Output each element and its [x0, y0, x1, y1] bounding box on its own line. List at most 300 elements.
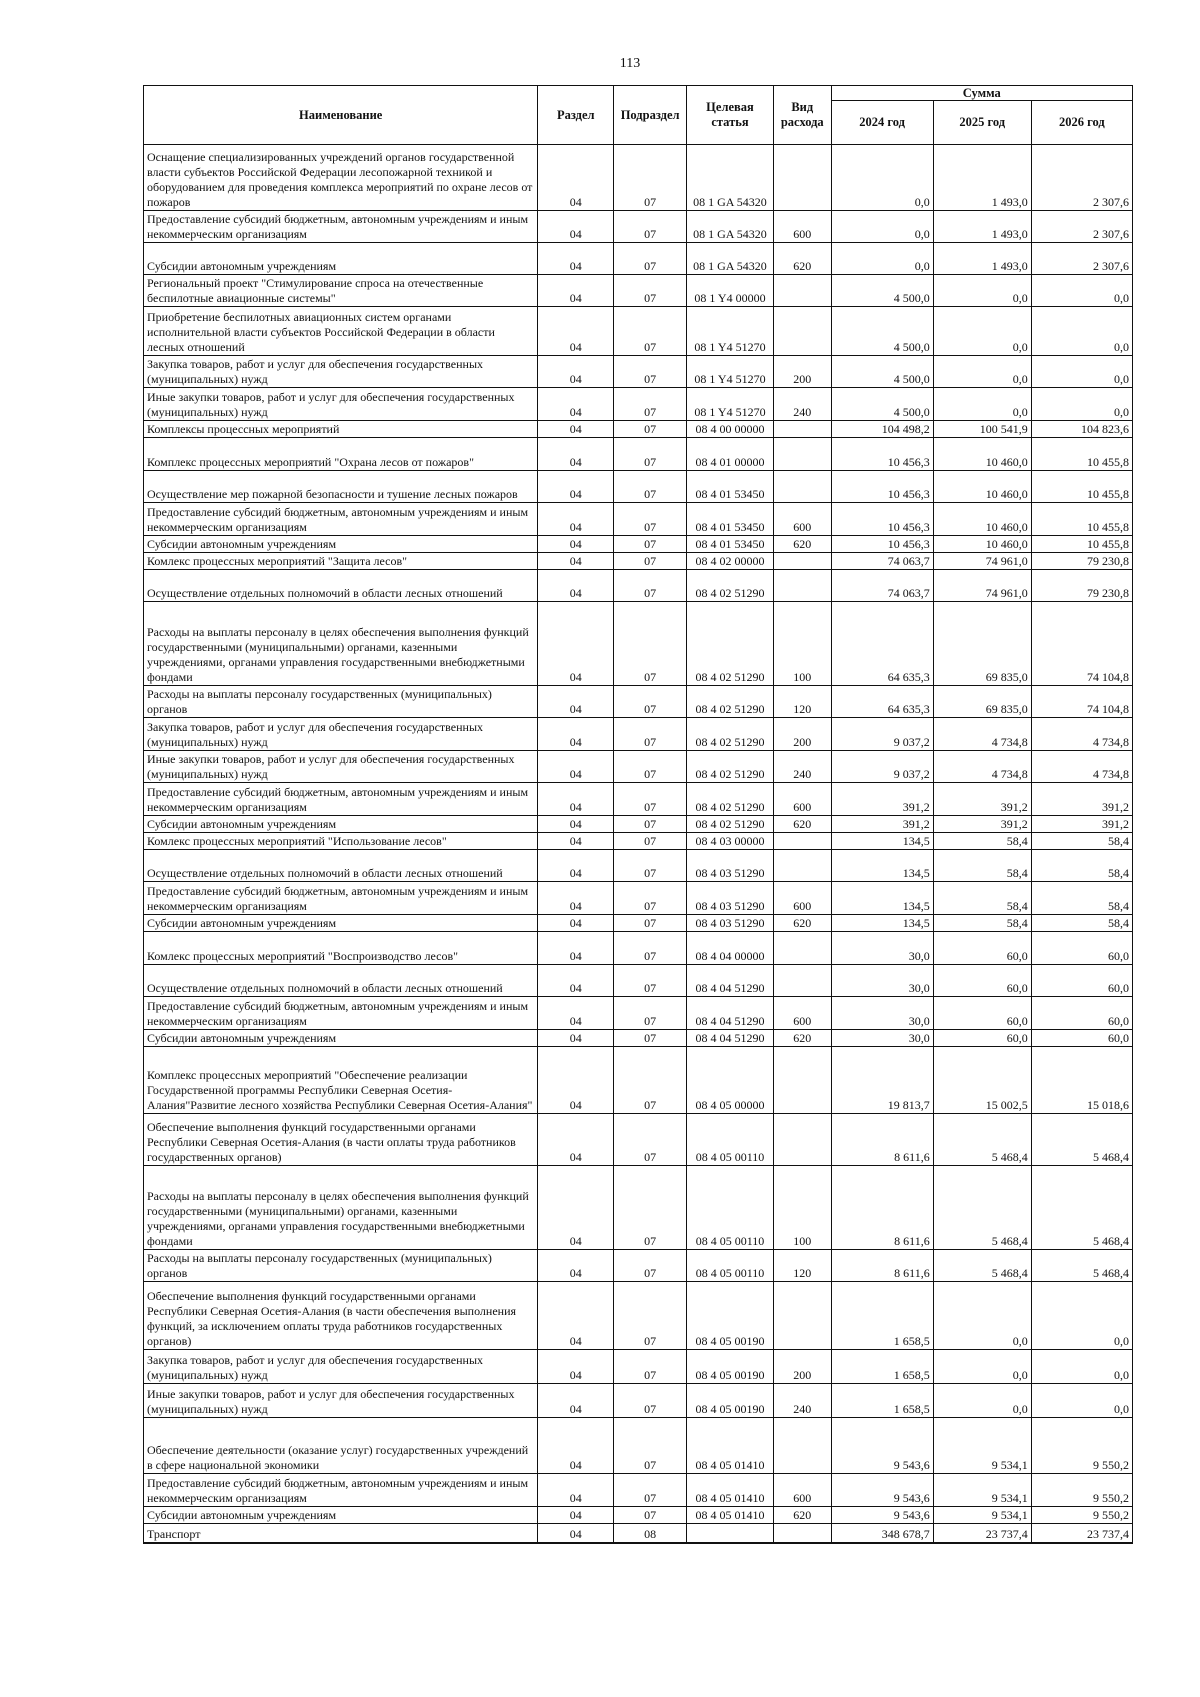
row-target-article: 08 4 00 00000 — [687, 421, 774, 438]
row-sum-2025: 100 541,9 — [933, 421, 1031, 438]
row-sum-2024: 30,0 — [831, 932, 933, 965]
table-row — [144, 438, 1133, 471]
row-target-article: 08 4 05 00110 — [687, 1166, 774, 1250]
row-target-article: 08 1 Y4 51270 — [687, 388, 774, 421]
row-subsection: 07 — [614, 686, 687, 718]
row-name: Предоставление субсидий бюджетным, автономным учреждениям и иным некоммерческим организациям — [144, 211, 538, 243]
row-section: 04 — [538, 1507, 614, 1524]
row-sum-2026: 5 468,4 — [1031, 1250, 1132, 1282]
row-target-article: 08 4 05 01410 — [687, 1474, 774, 1507]
row-sum-2026: 60,0 — [1031, 965, 1132, 997]
row-subsection: 07 — [614, 751, 687, 783]
row-sum-2026: 10 455,8 — [1031, 438, 1132, 471]
header-name: Наименование — [144, 86, 538, 145]
row-name: Оснащение специализированных учреждений органов государственной власти субъектов Российской Федерации лесопожарной техникой и оборудованием для проведения комплекса мероприятий по охране лесов от пожаров — [144, 145, 538, 211]
row-name: Субсидии автономным учреждениям — [144, 1030, 538, 1047]
table-row — [144, 783, 1133, 816]
header-section: Раздел — [538, 86, 614, 145]
row-sum-2026: 0,0 — [1031, 1350, 1132, 1384]
row-sum-2024: 74 063,7 — [831, 553, 933, 570]
row-sum-2025: 0,0 — [933, 1384, 1031, 1418]
table-row — [144, 1507, 1133, 1524]
row-expense-type — [773, 1114, 831, 1166]
row-subsection: 07 — [614, 1350, 687, 1384]
row-sum-2026: 60,0 — [1031, 1030, 1132, 1047]
row-section: 04 — [538, 1474, 614, 1507]
row-sum-2025: 15 002,5 — [933, 1047, 1031, 1114]
row-target-article: 08 4 05 01410 — [687, 1507, 774, 1524]
row-sum-2026: 0,0 — [1031, 1282, 1132, 1350]
row-sum-2026: 2 307,6 — [1031, 145, 1132, 211]
row-sum-2024: 4 500,0 — [831, 275, 933, 307]
row-section: 04 — [538, 932, 614, 965]
row-name: Осуществление отдельных полномочий в области лесных отношений — [144, 850, 538, 882]
row-sum-2024: 1 658,5 — [831, 1384, 933, 1418]
row-section: 04 — [538, 1166, 614, 1250]
row-target-article: 08 4 04 51290 — [687, 997, 774, 1030]
table-row — [144, 833, 1133, 850]
row-name: Предоставление субсидий бюджетным, автономным учреждениям и иным некоммерческим организациям — [144, 503, 538, 536]
row-section: 04 — [538, 471, 614, 503]
page-number: 113 — [619, 56, 641, 71]
row-sum-2024: 10 456,3 — [831, 503, 933, 536]
row-sum-2026: 9 550,2 — [1031, 1507, 1132, 1524]
header-target-article: Целевая статья — [687, 86, 774, 145]
row-section: 04 — [538, 145, 614, 211]
row-sum-2026: 23 737,4 — [1031, 1524, 1132, 1543]
row-sum-2024: 19 813,7 — [831, 1047, 933, 1114]
row-expense-type — [773, 833, 831, 850]
row-target-article: 08 4 03 51290 — [687, 882, 774, 915]
row-sum-2024: 74 063,7 — [831, 570, 933, 602]
row-sum-2024: 30,0 — [831, 1030, 933, 1047]
table-row — [144, 471, 1133, 503]
row-section: 04 — [538, 570, 614, 602]
row-sum-2026: 9 550,2 — [1031, 1418, 1132, 1474]
row-subsection: 07 — [614, 243, 687, 275]
row-sum-2026: 60,0 — [1031, 932, 1132, 965]
row-sum-2024: 391,2 — [831, 816, 933, 833]
row-target-article: 08 4 01 53450 — [687, 503, 774, 536]
row-sum-2026: 10 455,8 — [1031, 536, 1132, 553]
row-expense-type: 600 — [773, 882, 831, 915]
row-name: Расходы на выплаты персоналу в целях обеспечения выполнения функций государственными (муниципальными) органами, казенными учреждениями, органами управления государственными внебюджетными фондами — [144, 602, 538, 686]
table-row — [144, 1114, 1133, 1166]
row-sum-2025: 10 460,0 — [933, 471, 1031, 503]
row-sum-2026: 104 823,6 — [1031, 421, 1132, 438]
row-sum-2025: 60,0 — [933, 932, 1031, 965]
row-sum-2025: 0,0 — [933, 1282, 1031, 1350]
row-sum-2024: 10 456,3 — [831, 438, 933, 471]
row-name: Предоставление субсидий бюджетным, автономным учреждениям и иным некоммерческим организациям — [144, 1474, 538, 1507]
row-expense-type — [773, 553, 831, 570]
row-sum-2025: 9 534,1 — [933, 1418, 1031, 1474]
table-row — [144, 1350, 1133, 1384]
row-section: 04 — [538, 833, 614, 850]
row-expense-type — [773, 1282, 831, 1350]
header-year-2026: 2026 год — [1031, 101, 1132, 145]
row-sum-2026: 58,4 — [1031, 915, 1132, 932]
row-sum-2026: 15 018,6 — [1031, 1047, 1132, 1114]
row-section: 04 — [538, 1030, 614, 1047]
row-name: Закупка товаров, работ и услуг для обеспечения государственных (муниципальных) нужд — [144, 718, 538, 751]
row-sum-2025: 23 737,4 — [933, 1524, 1031, 1543]
row-expense-type: 620 — [773, 243, 831, 275]
row-sum-2024: 0,0 — [831, 243, 933, 275]
header-year-2024: 2024 год — [831, 101, 933, 145]
row-sum-2026: 74 104,8 — [1031, 686, 1132, 718]
row-subsection: 07 — [614, 965, 687, 997]
row-section: 04 — [538, 356, 614, 388]
row-target-article: 08 4 05 01410 — [687, 1418, 774, 1474]
row-expense-type: 240 — [773, 1384, 831, 1418]
row-sum-2024: 9 037,2 — [831, 751, 933, 783]
row-target-article: 08 4 05 00190 — [687, 1282, 774, 1350]
row-section: 04 — [538, 503, 614, 536]
row-subsection: 07 — [614, 145, 687, 211]
table-row — [144, 718, 1133, 751]
row-sum-2025: 5 468,4 — [933, 1250, 1031, 1282]
row-expense-type: 620 — [773, 1507, 831, 1524]
row-section: 04 — [538, 718, 614, 751]
row-sum-2024: 4 500,0 — [831, 388, 933, 421]
row-sum-2024: 30,0 — [831, 965, 933, 997]
row-sum-2024: 9 543,6 — [831, 1507, 933, 1524]
row-name: Обеспечение выполнения функций государственными органами Республики Северная Осетия-Алания (в части оплаты труда работников государственных органов) — [144, 1114, 538, 1166]
row-sum-2025: 9 534,1 — [933, 1474, 1031, 1507]
row-sum-2024: 30,0 — [831, 997, 933, 1030]
row-subsection: 07 — [614, 915, 687, 932]
row-sum-2024: 104 498,2 — [831, 421, 933, 438]
table-row — [144, 1250, 1133, 1282]
row-sum-2026: 2 307,6 — [1031, 211, 1132, 243]
row-expense-type — [773, 1047, 831, 1114]
row-name: Осуществление отдельных полномочий в области лесных отношений — [144, 570, 538, 602]
row-name: Предоставление субсидий бюджетным, автономным учреждениям и иным некоммерческим организациям — [144, 783, 538, 816]
row-subsection: 07 — [614, 882, 687, 915]
row-sum-2024: 8 611,6 — [831, 1166, 933, 1250]
row-expense-type: 240 — [773, 751, 831, 783]
row-sum-2024: 134,5 — [831, 833, 933, 850]
table-row — [144, 536, 1133, 553]
row-sum-2026: 2 307,6 — [1031, 243, 1132, 275]
row-section: 04 — [538, 1114, 614, 1166]
row-sum-2025: 10 460,0 — [933, 536, 1031, 553]
row-expense-type: 200 — [773, 718, 831, 751]
row-sum-2025: 4 734,8 — [933, 751, 1031, 783]
row-subsection: 07 — [614, 438, 687, 471]
row-target-article: 08 4 02 51290 — [687, 686, 774, 718]
table-row — [144, 1474, 1133, 1507]
row-expense-type: 600 — [773, 997, 831, 1030]
header-subsection: Подраздел — [614, 86, 687, 145]
row-sum-2026: 58,4 — [1031, 850, 1132, 882]
row-expense-type: 120 — [773, 686, 831, 718]
row-target-article: 08 1 Y4 00000 — [687, 275, 774, 307]
row-sum-2026: 58,4 — [1031, 833, 1132, 850]
row-section: 04 — [538, 816, 614, 833]
row-section: 04 — [538, 1418, 614, 1474]
row-target-article: 08 4 03 00000 — [687, 833, 774, 850]
row-subsection: 07 — [614, 1282, 687, 1350]
row-section: 04 — [538, 275, 614, 307]
table-body — [144, 145, 1133, 1543]
row-section: 04 — [538, 783, 614, 816]
row-sum-2025: 0,0 — [933, 388, 1031, 421]
row-sum-2024: 8 611,6 — [831, 1250, 933, 1282]
row-expense-type — [773, 421, 831, 438]
header-expense-type: Вид расхода — [773, 86, 831, 145]
row-target-article: 08 4 04 51290 — [687, 1030, 774, 1047]
row-subsection: 07 — [614, 602, 687, 686]
row-expense-type — [773, 145, 831, 211]
row-sum-2025: 60,0 — [933, 1030, 1031, 1047]
row-subsection: 07 — [614, 718, 687, 751]
row-sum-2024: 1 658,5 — [831, 1350, 933, 1384]
table-row — [144, 356, 1133, 388]
row-sum-2026: 60,0 — [1031, 997, 1132, 1030]
row-expense-type — [773, 1524, 831, 1543]
row-sum-2026: 10 455,8 — [1031, 503, 1132, 536]
table-row — [144, 211, 1133, 243]
row-expense-type: 120 — [773, 1250, 831, 1282]
row-subsection: 07 — [614, 211, 687, 243]
row-target-article: 08 4 02 51290 — [687, 816, 774, 833]
row-target-article: 08 4 01 00000 — [687, 438, 774, 471]
table-row — [144, 275, 1133, 307]
row-subsection: 07 — [614, 536, 687, 553]
row-name: Осуществление отдельных полномочий в области лесных отношений — [144, 965, 538, 997]
row-target-article: 08 4 03 51290 — [687, 850, 774, 882]
row-sum-2025: 69 835,0 — [933, 602, 1031, 686]
row-sum-2025: 0,0 — [933, 275, 1031, 307]
row-sum-2026: 58,4 — [1031, 882, 1132, 915]
row-target-article: 08 4 05 00000 — [687, 1047, 774, 1114]
row-subsection: 07 — [614, 783, 687, 816]
row-name: Субсидии автономным учреждениям — [144, 915, 538, 932]
table-row — [144, 1418, 1133, 1474]
row-sum-2026: 9 550,2 — [1031, 1474, 1132, 1507]
row-sum-2025: 5 468,4 — [933, 1166, 1031, 1250]
budget-table — [143, 85, 1133, 1544]
row-sum-2024: 391,2 — [831, 783, 933, 816]
row-expense-type: 600 — [773, 503, 831, 536]
row-sum-2024: 10 456,3 — [831, 536, 933, 553]
row-expense-type — [773, 471, 831, 503]
row-section: 04 — [538, 997, 614, 1030]
row-expense-type — [773, 850, 831, 882]
row-name: Комлекс процессных мероприятий "Воспроизводство лесов" — [144, 932, 538, 965]
table-row — [144, 751, 1133, 783]
table-row — [144, 145, 1133, 211]
row-sum-2026: 10 455,8 — [1031, 471, 1132, 503]
row-section: 04 — [538, 686, 614, 718]
row-name: Комлекс процессных мероприятий "Использование лесов" — [144, 833, 538, 850]
row-sum-2025: 60,0 — [933, 997, 1031, 1030]
row-expense-type: 240 — [773, 388, 831, 421]
row-sum-2024: 4 500,0 — [831, 307, 933, 356]
row-section: 04 — [538, 1350, 614, 1384]
row-target-article: 08 4 02 00000 — [687, 553, 774, 570]
table-row — [144, 1030, 1133, 1047]
row-subsection: 07 — [614, 553, 687, 570]
row-section: 04 — [538, 602, 614, 686]
row-section: 04 — [538, 751, 614, 783]
row-section: 04 — [538, 1282, 614, 1350]
row-sum-2026: 4 734,8 — [1031, 718, 1132, 751]
row-subsection: 07 — [614, 850, 687, 882]
table-row — [144, 915, 1133, 932]
header-sum: Сумма — [831, 86, 1132, 101]
row-name: Субсидии автономным учреждениям — [144, 243, 538, 275]
row-target-article: 08 4 05 00110 — [687, 1250, 774, 1282]
row-sum-2025: 1 493,0 — [933, 211, 1031, 243]
header-year-2025: 2025 год — [933, 101, 1031, 145]
row-sum-2024: 0,0 — [831, 211, 933, 243]
row-subsection: 07 — [614, 307, 687, 356]
row-name: Комлекс процессных мероприятий "Защита лесов" — [144, 553, 538, 570]
row-name: Комплекс процессных мероприятий "Обеспечение реализации Государственной программы Республики Северная Осетия-Алания"Развитие лесного хозяйства Республики Северная Осетия-Алания" — [144, 1047, 538, 1114]
row-name: Иные закупки товаров, работ и услуг для обеспечения государственных (муниципальных) нужд — [144, 388, 538, 421]
row-name: Осуществление мер пожарной безопасности и тушение лесных пожаров — [144, 471, 538, 503]
row-subsection: 07 — [614, 1384, 687, 1418]
row-section: 04 — [538, 438, 614, 471]
row-sum-2024: 10 456,3 — [831, 471, 933, 503]
row-expense-type — [773, 307, 831, 356]
row-subsection: 07 — [614, 570, 687, 602]
row-section: 04 — [538, 421, 614, 438]
row-target-article: 08 1 GA 54320 — [687, 211, 774, 243]
table-row — [144, 1524, 1133, 1543]
row-sum-2025: 10 460,0 — [933, 503, 1031, 536]
row-sum-2026: 5 468,4 — [1031, 1114, 1132, 1166]
row-sum-2026: 0,0 — [1031, 356, 1132, 388]
row-sum-2025: 0,0 — [933, 1350, 1031, 1384]
row-name: Субсидии автономным учреждениям — [144, 816, 538, 833]
row-name: Предоставление субсидий бюджетным, автономным учреждениям и иным некоммерческим организациям — [144, 997, 538, 1030]
row-sum-2024: 8 611,6 — [831, 1114, 933, 1166]
row-sum-2025: 0,0 — [933, 307, 1031, 356]
row-subsection: 07 — [614, 421, 687, 438]
row-subsection: 07 — [614, 1507, 687, 1524]
row-target-article: 08 1 Y4 51270 — [687, 356, 774, 388]
row-name: Предоставление субсидий бюджетным, автономным учреждениям и иным некоммерческим организациям — [144, 882, 538, 915]
row-expense-type: 600 — [773, 1474, 831, 1507]
row-sum-2025: 58,4 — [933, 850, 1031, 882]
row-section: 04 — [538, 243, 614, 275]
row-sum-2026: 5 468,4 — [1031, 1166, 1132, 1250]
row-sum-2025: 1 493,0 — [933, 145, 1031, 211]
row-sum-2025: 58,4 — [933, 882, 1031, 915]
row-target-article: 08 4 04 00000 — [687, 932, 774, 965]
row-expense-type — [773, 965, 831, 997]
row-name: Приобретение беспилотных авиационных систем органами исполнительной власти субъектов Российской Федерации в области лесных отношений — [144, 307, 538, 356]
row-name: Комплекс процессных мероприятий "Охрана лесов от пожаров" — [144, 438, 538, 471]
row-name: Иные закупки товаров, работ и услуг для обеспечения государственных (муниципальных) нужд — [144, 1384, 538, 1418]
row-sum-2025: 74 961,0 — [933, 570, 1031, 602]
row-name: Расходы на выплаты персоналу государственных (муниципальных) органов — [144, 1250, 538, 1282]
row-section: 04 — [538, 211, 614, 243]
row-subsection: 07 — [614, 471, 687, 503]
table-row — [144, 421, 1133, 438]
row-target-article: 08 4 05 00190 — [687, 1350, 774, 1384]
row-sum-2025: 4 734,8 — [933, 718, 1031, 751]
row-target-article: 08 4 05 00110 — [687, 1114, 774, 1166]
row-expense-type — [773, 1418, 831, 1474]
row-section: 04 — [538, 1250, 614, 1282]
row-sum-2024: 9 543,6 — [831, 1474, 933, 1507]
table-row — [144, 503, 1133, 536]
row-sum-2025: 58,4 — [933, 833, 1031, 850]
table-row — [144, 686, 1133, 718]
row-subsection: 07 — [614, 997, 687, 1030]
row-expense-type: 200 — [773, 1350, 831, 1384]
row-expense-type — [773, 438, 831, 471]
row-sum-2025: 9 534,1 — [933, 1507, 1031, 1524]
table-row — [144, 388, 1133, 421]
row-expense-type — [773, 932, 831, 965]
row-sum-2025: 74 961,0 — [933, 553, 1031, 570]
row-sum-2026: 79 230,8 — [1031, 553, 1132, 570]
row-sum-2024: 134,5 — [831, 915, 933, 932]
row-section: 04 — [538, 1524, 614, 1543]
row-sum-2025: 1 493,0 — [933, 243, 1031, 275]
row-sum-2024: 0,0 — [831, 145, 933, 211]
row-sum-2024: 9 543,6 — [831, 1418, 933, 1474]
row-expense-type — [773, 275, 831, 307]
row-name: Обеспечение деятельности (оказание услуг) государственных учреждений в сфере национальной экономики — [144, 1418, 538, 1474]
row-expense-type: 100 — [773, 1166, 831, 1250]
row-name: Закупка товаров, работ и услуг для обеспечения государственных (муниципальных) нужд — [144, 356, 538, 388]
row-target-article: 08 4 01 53450 — [687, 471, 774, 503]
row-subsection: 07 — [614, 932, 687, 965]
row-target-article: 08 4 02 51290 — [687, 783, 774, 816]
row-target-article: 08 4 04 51290 — [687, 965, 774, 997]
row-sum-2024: 9 037,2 — [831, 718, 933, 751]
row-expense-type: 620 — [773, 536, 831, 553]
row-target-article: 08 4 02 51290 — [687, 718, 774, 751]
table-row — [144, 553, 1133, 570]
table-row — [144, 1282, 1133, 1350]
row-subsection: 07 — [614, 816, 687, 833]
row-subsection: 07 — [614, 1047, 687, 1114]
row-subsection: 07 — [614, 1250, 687, 1282]
row-subsection: 07 — [614, 356, 687, 388]
row-target-article: 08 4 02 51290 — [687, 570, 774, 602]
row-sum-2024: 348 678,7 — [831, 1524, 933, 1543]
row-sum-2026: 391,2 — [1031, 783, 1132, 816]
row-subsection: 07 — [614, 1114, 687, 1166]
row-target-article: 08 4 02 51290 — [687, 602, 774, 686]
table-row — [144, 1047, 1133, 1114]
row-sum-2024: 4 500,0 — [831, 356, 933, 388]
row-sum-2026: 0,0 — [1031, 275, 1132, 307]
table-row — [144, 850, 1133, 882]
row-expense-type: 200 — [773, 356, 831, 388]
row-target-article: 08 4 05 00190 — [687, 1384, 774, 1418]
table-row — [144, 1384, 1133, 1418]
row-sum-2024: 64 635,3 — [831, 686, 933, 718]
row-expense-type: 620 — [773, 1030, 831, 1047]
row-name: Закупка товаров, работ и услуг для обеспечения государственных (муниципальных) нужд — [144, 1350, 538, 1384]
row-name: Расходы на выплаты персоналу в целях обеспечения выполнения функций государственными (муниципальными) органами, казенными учреждениями, органами управления государственными внебюджетными фондами — [144, 1166, 538, 1250]
row-subsection: 07 — [614, 833, 687, 850]
row-sum-2026: 0,0 — [1031, 307, 1132, 356]
row-sum-2025: 5 468,4 — [933, 1114, 1031, 1166]
row-sum-2026: 79 230,8 — [1031, 570, 1132, 602]
row-subsection: 07 — [614, 1030, 687, 1047]
row-section: 04 — [538, 915, 614, 932]
